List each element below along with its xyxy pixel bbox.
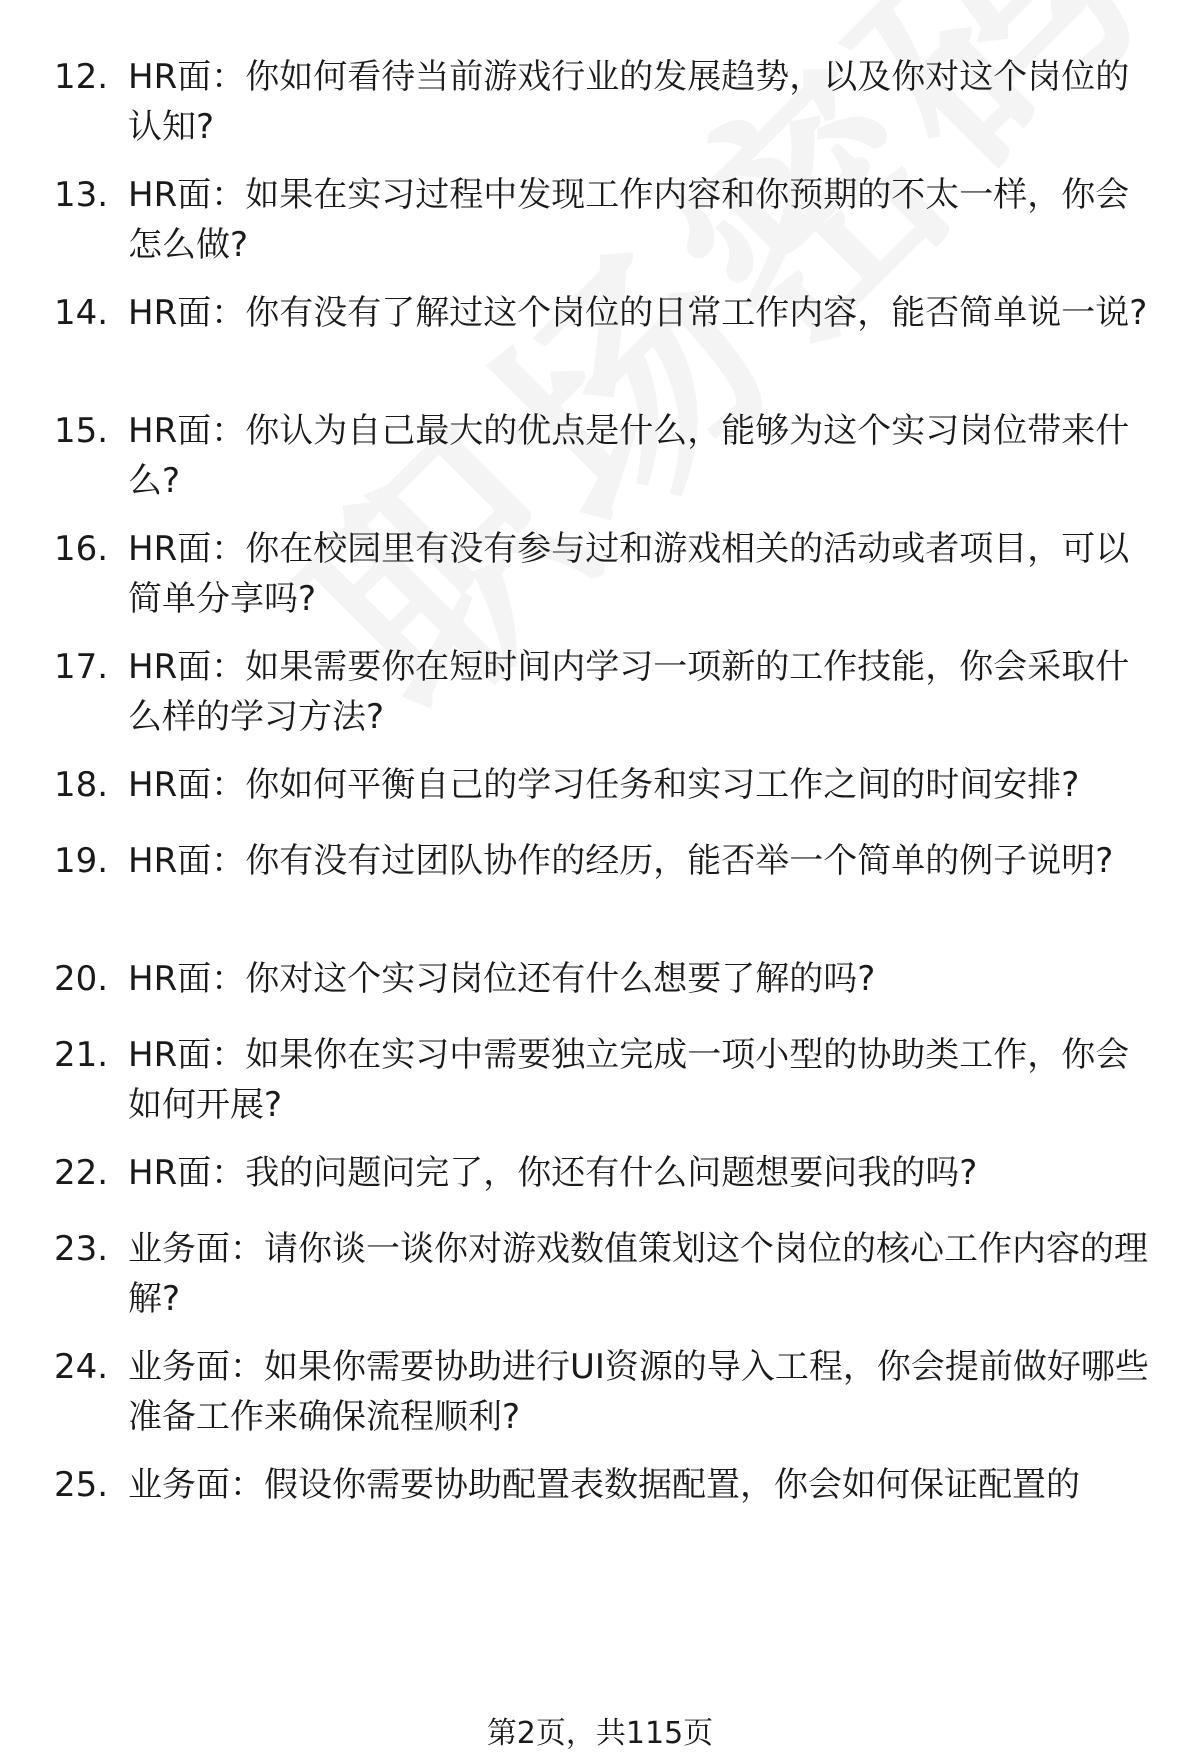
question-number: 14.	[54, 293, 109, 333]
question-text: HR面：你在校园里有没有参与过和游戏相关的活动或者项目，可以简单分享吗?	[128, 529, 1130, 619]
question-number: 16.	[54, 529, 109, 569]
question-text: HR面：你如何看待当前游戏行业的发展趋势，以及你对这个岗位的认知?	[128, 57, 1130, 147]
question-number: 19.	[54, 841, 109, 881]
question-number: 12.	[54, 57, 109, 97]
question-number: 21.	[54, 1035, 109, 1075]
question-text: HR面：我的问题问完了，你还有什么问题想要问我的吗?	[128, 1153, 978, 1193]
question-number: 25.	[54, 1465, 109, 1505]
question-number: 24.	[54, 1347, 109, 1387]
question-text: HR面：你对这个实习岗位还有什么想要了解的吗?	[128, 959, 876, 999]
question-number: 23.	[54, 1229, 109, 1269]
question-text: HR面：如果在实习过程中发现工作内容和你预期的不太一样，你会怎么做?	[128, 175, 1130, 265]
question-text: HR面：你认为自己最大的优点是什么，能够为这个实习岗位带来什么?	[128, 411, 1130, 501]
question-text: HR面：你如何平衡自己的学习任务和实习工作之间的时间安排?	[128, 765, 1080, 805]
question-number: 15.	[54, 411, 109, 451]
question-number: 22.	[54, 1153, 109, 1193]
question-text: HR面：你有没有过团队协作的经历，能否举一个简单的例子说明?	[128, 841, 1114, 881]
question-text: 业务面：请你谈一谈你对游戏数值策划这个岗位的核心工作内容的理解?	[128, 1229, 1148, 1319]
question-text: HR面：如果需要你在短时间内学习一项新的工作技能，你会采取什么样的学习方法?	[128, 647, 1130, 737]
page-footer: 第2页，共115页	[486, 1716, 714, 1751]
question-text: HR面：如果你在实习中需要独立完成一项小型的协助类工作，你会如何开展?	[128, 1035, 1130, 1125]
question-text: 业务面：假设你需要协助配置表数据配置，你会如何保证配置的	[128, 1465, 1080, 1505]
question-number: 13.	[54, 175, 109, 215]
question-number: 17.	[54, 647, 109, 687]
question-text: HR面：你有没有了解过这个岗位的日常工作内容，能否简单说一说?	[128, 293, 1148, 333]
question-text: 业务面：如果你需要协助进行UI资源的导入工程，你会提前做好哪些准备工作来确保流程顺利?	[128, 1347, 1149, 1437]
question-number: 18.	[54, 765, 109, 805]
question-number: 20.	[54, 959, 109, 999]
